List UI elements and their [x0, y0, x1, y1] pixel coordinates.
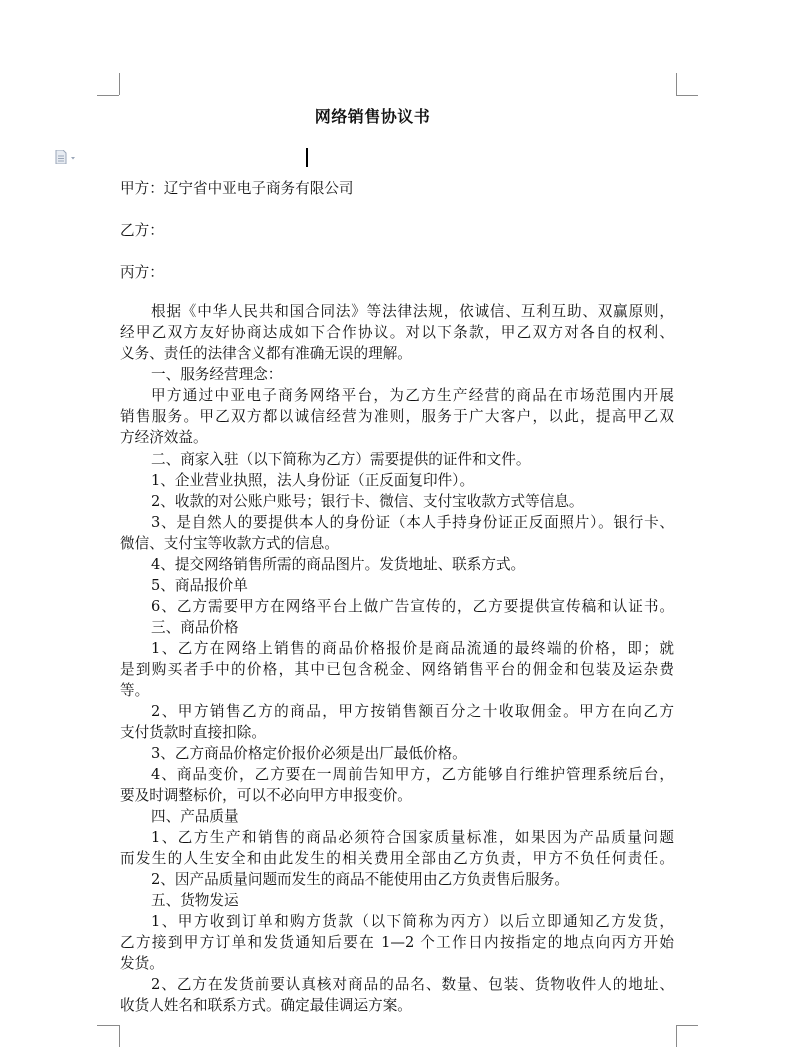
body-line: 6、乙方需要甲方在网络平台上做广告宣传的，乙方要提供宣传稿和认证书。 [151, 598, 674, 615]
body-line: 要及时调整标价，可以不必向甲方申报变价。 [120, 787, 412, 804]
body-line: 3、乙方商品价格定价报价必须是出厂最低价格。 [151, 745, 467, 762]
body-line: 2、因产品质量问题而发生的商品不能使用由乙方负责售后服务。 [151, 871, 569, 888]
body-line: 五、货物发运 [151, 892, 239, 909]
body-line: 是到购买者手中的价格，其中已包含税金、网络销售平台的佣金和包装及运杂费 [120, 661, 674, 678]
body-line: 经甲乙双方友好协商达成如下合作协议。对以下条款，甲乙双方对各自的权利、 [120, 324, 674, 341]
body-line: 微信、支付宝等收款方式的信息。 [120, 535, 339, 552]
body-line: 1、甲方收到订单和购方货款（以下简称为丙方）以后立即通知乙方发货， [151, 913, 674, 930]
body-line: 支付货款时直接扣除。 [120, 724, 266, 741]
body-line: 2、甲方销售乙方的商品，甲方按销售额百分之十收取佣金。甲方在向乙方 [151, 703, 674, 720]
chevron-down-icon [71, 157, 75, 160]
body-line: 收货人姓名和联系方式。确定最佳调运方案。 [120, 997, 412, 1014]
party-c-line: 丙方： [120, 264, 164, 281]
body-line: 四、产品质量 [151, 808, 239, 825]
body-line: 5、商品报价单 [151, 577, 248, 594]
body-line: 方经济效益。 [120, 429, 208, 446]
body-line: 销售服务。甲乙双方都以诚信经营为准则，服务于广大客户，以此，提高甲乙双 [120, 408, 674, 425]
party-b-line: 乙方： [120, 222, 164, 239]
body-line: 一、服务经营理念： [151, 366, 283, 383]
body-line: 而发生的人生安全和由此发生的相关费用全部由乙方负责，甲方不负任何责任。 [120, 850, 674, 867]
body-line: 2、乙方在发货前要认真核对商品的品名、数量、包装、货物收件人的地址、 [151, 976, 674, 993]
body-line: 义务、责任的法律含义都有准确无误的理解。 [120, 345, 412, 362]
body-line: 发货。 [120, 955, 164, 972]
body-line: 1、企业营业执照，法人身份证（正反面复印件）。 [151, 472, 475, 489]
body-line: 等。 [120, 682, 150, 699]
body-line: 3、是自然人的要提供本人的身份证（本人手持身份证正反面照片）。银行卡、 [151, 514, 674, 531]
body-line: 三、商品价格 [151, 619, 239, 636]
text-cursor [306, 148, 308, 167]
body-line: 4、商品变价，乙方要在一周前告知甲方，乙方能够自行维护管理系统后台， [151, 766, 674, 783]
document-icon[interactable] [55, 149, 77, 163]
party-a-line: 甲方：辽宁省中亚电子商务有限公司 [120, 180, 354, 197]
body-line: 4、提交网络销售所需的商品图片。发货地址、联系方式。 [151, 556, 526, 573]
body-line: 2、收款的对公账户账号；银行卡、微信、支付宝收款方式等信息。 [151, 493, 584, 510]
body-line: 二、商家入驻（以下简称为乙方）需要提供的证件和文件。 [151, 451, 531, 468]
body-line: 根据《中华人民共和国合同法》等法律法规，依诚信、互利互助、双赢原则， [151, 303, 674, 320]
body-line: 甲方通过中亚电子商务网络平台，为乙方生产经营的商品在市场范围内开展 [151, 387, 674, 404]
body-line: 1、乙方在网络上销售的商品价格报价是商品流通的最终端的价格，即；就 [151, 640, 674, 657]
body-line: 1、乙方生产和销售的商品必须符合国家质量标准，如果因为产品质量问题 [151, 829, 674, 846]
document-title: 网络销售协议书 [314, 107, 431, 126]
document-icon-glyph [55, 150, 77, 164]
body-line: 乙方接到甲方订单和发货通知后要在 1—2 个工作日内按指定的地点向丙方开始 [120, 934, 674, 951]
